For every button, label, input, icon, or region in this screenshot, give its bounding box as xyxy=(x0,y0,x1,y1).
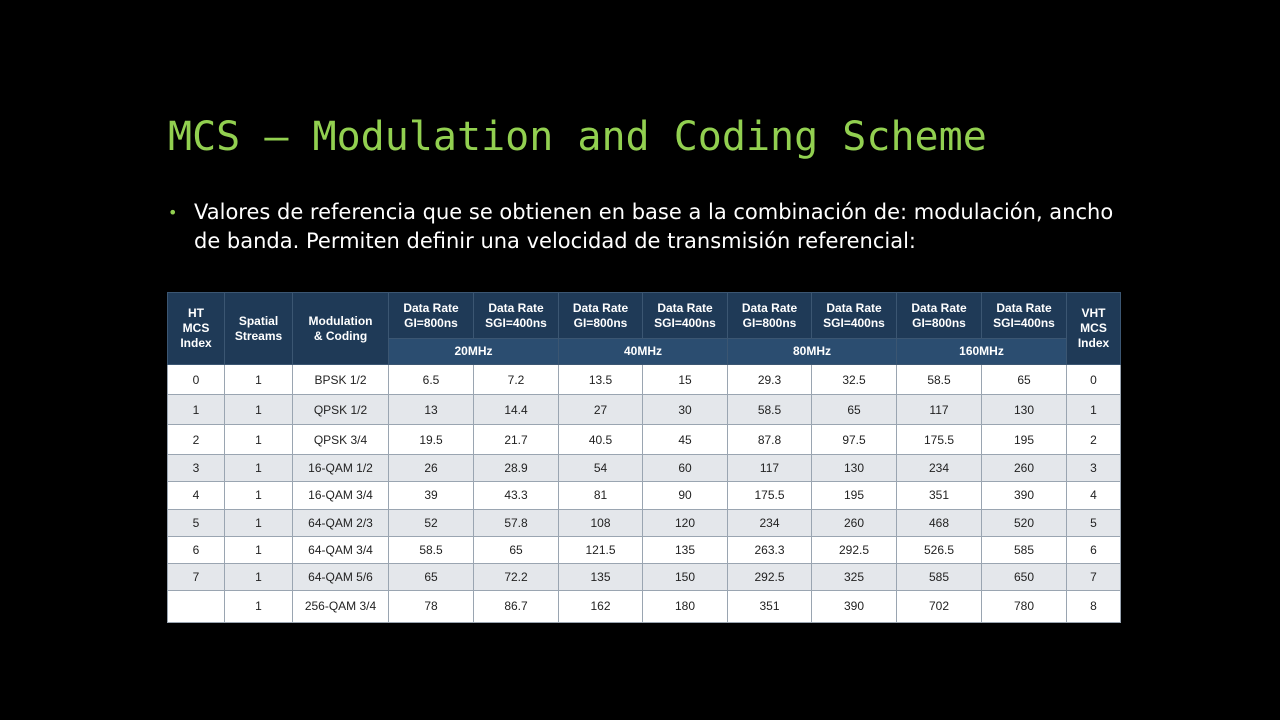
mcs-table xyxy=(167,292,1121,623)
cell-spatial-streams: 1 xyxy=(225,590,293,622)
cell-modulation: 64-QAM 2/3 xyxy=(293,509,389,536)
cell-rate-80-gi: 234 xyxy=(728,509,812,536)
cell-spatial-streams: 1 xyxy=(225,425,293,455)
cell-spatial-streams: 1 xyxy=(225,563,293,590)
cell-rate-160-sgi: 585 xyxy=(982,536,1067,563)
cell-rate-20-sgi: 28.9 xyxy=(474,455,559,482)
header-line: Index xyxy=(180,336,212,350)
header-line: GI=800ns xyxy=(912,315,966,330)
cell-ht-mcs-index: 4 xyxy=(168,482,225,509)
header-line: Data Rate xyxy=(826,300,882,315)
cell-rate-160-gi: 58.5 xyxy=(897,365,982,395)
cell-rate-40-sgi: 60 xyxy=(643,455,728,482)
table-header xyxy=(168,293,1121,365)
header-line: MCS xyxy=(182,321,210,335)
cell-rate-160-sgi: 780 xyxy=(982,590,1067,622)
header-line: GI=800ns xyxy=(742,315,797,330)
cell-rate-20-sgi: 72.2 xyxy=(474,563,559,590)
header-ht-mcs-index xyxy=(168,293,225,365)
cell-vht-mcs-index: 2 xyxy=(1067,425,1121,455)
header-line: VHT xyxy=(1081,306,1106,320)
table-row xyxy=(168,590,1121,622)
header-line: Data Rate xyxy=(911,300,967,315)
header-data-rate xyxy=(812,293,897,339)
cell-rate-40-gi: 27 xyxy=(559,395,643,425)
cell-rate-20-sgi: 65 xyxy=(474,536,559,563)
cell-modulation: 16-QAM 3/4 xyxy=(293,482,389,509)
slide-title: MCS – Modulation and Coding Scheme xyxy=(168,114,987,160)
cell-rate-20-sgi: 21.7 xyxy=(474,425,559,455)
cell-rate-20-gi: 52 xyxy=(389,509,474,536)
cell-rate-80-sgi: 130 xyxy=(812,455,897,482)
cell-rate-20-gi: 6.5 xyxy=(389,365,474,395)
cell-rate-20-gi: 19.5 xyxy=(389,425,474,455)
table-body xyxy=(168,365,1121,623)
cell-rate-80-sgi: 325 xyxy=(812,563,897,590)
cell-modulation: QPSK 3/4 xyxy=(293,425,389,455)
cell-ht-mcs-index: 5 xyxy=(168,509,225,536)
cell-rate-20-gi: 39 xyxy=(389,482,474,509)
header-line: SGI=400ns xyxy=(823,315,885,330)
header-line: Data Rate xyxy=(488,300,544,315)
table-row xyxy=(168,425,1121,455)
header-modulation-coding xyxy=(293,293,389,365)
cell-rate-40-sgi: 150 xyxy=(643,563,728,590)
cell-rate-40-sgi: 30 xyxy=(643,395,728,425)
cell-modulation: 16-QAM 1/2 xyxy=(293,455,389,482)
cell-ht-mcs-index: 6 xyxy=(168,536,225,563)
cell-rate-160-sgi: 390 xyxy=(982,482,1067,509)
cell-rate-40-sgi: 180 xyxy=(643,590,728,622)
cell-rate-80-sgi: 65 xyxy=(812,395,897,425)
cell-modulation: 256-QAM 3/4 xyxy=(293,590,389,622)
header-line: GI=800ns xyxy=(404,315,458,330)
cell-rate-160-gi: 702 xyxy=(897,590,982,622)
table-row xyxy=(168,509,1121,536)
cell-rate-20-gi: 26 xyxy=(389,455,474,482)
cell-spatial-streams: 1 xyxy=(225,395,293,425)
cell-rate-40-sgi: 15 xyxy=(643,365,728,395)
header-row-rates xyxy=(168,293,1121,339)
cell-rate-40-sgi: 90 xyxy=(643,482,728,509)
header-spatial-streams xyxy=(225,293,293,365)
cell-rate-80-gi: 117 xyxy=(728,455,812,482)
cell-rate-80-gi: 175.5 xyxy=(728,482,812,509)
header-band: 40MHz xyxy=(559,339,728,365)
cell-rate-20-sgi: 7.2 xyxy=(474,365,559,395)
bullet-item xyxy=(168,198,1128,256)
header-vht-mcs-index xyxy=(1067,293,1121,365)
cell-rate-40-sgi: 45 xyxy=(643,425,728,455)
cell-vht-mcs-index: 5 xyxy=(1067,509,1121,536)
header-line: HT xyxy=(188,306,204,320)
header-line: Data Rate xyxy=(996,300,1052,315)
cell-rate-80-sgi: 97.5 xyxy=(812,425,897,455)
cell-rate-80-sgi: 260 xyxy=(812,509,897,536)
cell-rate-20-gi: 13 xyxy=(389,395,474,425)
header-data-rate xyxy=(897,293,982,339)
cell-vht-mcs-index: 4 xyxy=(1067,482,1121,509)
cell-modulation: 64-QAM 5/6 xyxy=(293,563,389,590)
cell-spatial-streams: 1 xyxy=(225,455,293,482)
cell-rate-20-sgi: 86.7 xyxy=(474,590,559,622)
cell-rate-40-gi: 162 xyxy=(559,590,643,622)
header-line: Data Rate xyxy=(657,300,713,315)
header-line: SGI=400ns xyxy=(654,315,716,330)
cell-rate-160-gi: 468 xyxy=(897,509,982,536)
cell-rate-80-sgi: 390 xyxy=(812,590,897,622)
cell-spatial-streams: 1 xyxy=(225,482,293,509)
cell-rate-160-sgi: 195 xyxy=(982,425,1067,455)
table-row xyxy=(168,563,1121,590)
header-line: GI=800ns xyxy=(573,315,628,330)
header-data-rate xyxy=(389,293,474,339)
cell-modulation: BPSK 1/2 xyxy=(293,365,389,395)
cell-rate-40-gi: 13.5 xyxy=(559,365,643,395)
header-line: Spatial xyxy=(238,313,279,328)
cell-modulation: QPSK 1/2 xyxy=(293,395,389,425)
cell-rate-160-sgi: 260 xyxy=(982,455,1067,482)
header-line: & Coding xyxy=(313,328,368,343)
cell-rate-80-gi: 351 xyxy=(728,590,812,622)
cell-rate-160-gi: 351 xyxy=(897,482,982,509)
bullet-text: Valores de referencia que se obtienen en base a la combinación de: modulación, ancho de banda. Permiten definir una velocidad de transmisión referencial: xyxy=(194,200,1114,253)
header-line: Modulation xyxy=(308,313,373,328)
cell-vht-mcs-index: 3 xyxy=(1067,455,1121,482)
cell-rate-160-gi: 175.5 xyxy=(897,425,982,455)
cell-spatial-streams: 1 xyxy=(225,365,293,395)
header-line: SGI=400ns xyxy=(485,315,547,330)
cell-rate-40-gi: 108 xyxy=(559,509,643,536)
cell-rate-160-sgi: 650 xyxy=(982,563,1067,590)
cell-rate-20-sgi: 57.8 xyxy=(474,509,559,536)
cell-spatial-streams: 1 xyxy=(225,536,293,563)
header-line: Data Rate xyxy=(741,300,798,315)
cell-rate-80-gi: 263.3 xyxy=(728,536,812,563)
cell-rate-40-gi: 54 xyxy=(559,455,643,482)
cell-modulation: 64-QAM 3/4 xyxy=(293,536,389,563)
cell-vht-mcs-index: 6 xyxy=(1067,536,1121,563)
cell-rate-20-gi: 58.5 xyxy=(389,536,474,563)
cell-rate-80-sgi: 195 xyxy=(812,482,897,509)
cell-rate-80-gi: 58.5 xyxy=(728,395,812,425)
cell-rate-160-gi: 526.5 xyxy=(897,536,982,563)
cell-rate-40-gi: 40.5 xyxy=(559,425,643,455)
header-data-rate xyxy=(643,293,728,339)
cell-ht-mcs-index: 3 xyxy=(168,455,225,482)
cell-vht-mcs-index: 1 xyxy=(1067,395,1121,425)
cell-rate-80-sgi: 292.5 xyxy=(812,536,897,563)
cell-rate-20-gi: 78 xyxy=(389,590,474,622)
cell-rate-40-sgi: 135 xyxy=(643,536,728,563)
cell-rate-20-gi: 65 xyxy=(389,563,474,590)
table-row xyxy=(168,536,1121,563)
cell-ht-mcs-index: 1 xyxy=(168,395,225,425)
table-row xyxy=(168,395,1121,425)
header-line: Streams xyxy=(234,328,283,343)
cell-rate-80-gi: 29.3 xyxy=(728,365,812,395)
table-row xyxy=(168,455,1121,482)
table-row xyxy=(168,365,1121,395)
header-data-rate xyxy=(728,293,812,339)
cell-rate-40-sgi: 120 xyxy=(643,509,728,536)
cell-rate-40-gi: 81 xyxy=(559,482,643,509)
cell-spatial-streams: 1 xyxy=(225,509,293,536)
cell-ht-mcs-index: 0 xyxy=(168,365,225,395)
cell-rate-20-sgi: 14.4 xyxy=(474,395,559,425)
header-data-rate xyxy=(474,293,559,339)
header-line: Index xyxy=(1077,336,1110,350)
cell-ht-mcs-index: 2 xyxy=(168,425,225,455)
bullet-icon: • xyxy=(168,203,178,222)
cell-rate-80-sgi: 32.5 xyxy=(812,365,897,395)
header-line: MCS xyxy=(1080,321,1107,335)
cell-rate-160-gi: 585 xyxy=(897,563,982,590)
cell-rate-160-sgi: 130 xyxy=(982,395,1067,425)
header-line: SGI=400ns xyxy=(993,315,1055,330)
cell-rate-80-gi: 292.5 xyxy=(728,563,812,590)
cell-ht-mcs-index xyxy=(168,590,225,622)
cell-rate-40-gi: 121.5 xyxy=(559,536,643,563)
cell-rate-160-sgi: 520 xyxy=(982,509,1067,536)
cell-rate-160-sgi: 65 xyxy=(982,365,1067,395)
header-line: Data Rate xyxy=(572,300,629,315)
cell-rate-20-sgi: 43.3 xyxy=(474,482,559,509)
header-band: 20MHz xyxy=(389,339,559,365)
header-data-rate xyxy=(559,293,643,339)
cell-rate-160-gi: 234 xyxy=(897,455,982,482)
table-row xyxy=(168,482,1121,509)
cell-rate-80-gi: 87.8 xyxy=(728,425,812,455)
cell-rate-40-gi: 135 xyxy=(559,563,643,590)
cell-vht-mcs-index: 7 xyxy=(1067,563,1121,590)
cell-vht-mcs-index: 0 xyxy=(1067,365,1121,395)
header-line: Data Rate xyxy=(403,300,459,315)
header-band: 160MHz xyxy=(897,339,1067,365)
header-data-rate xyxy=(982,293,1067,339)
cell-rate-160-gi: 117 xyxy=(897,395,982,425)
cell-vht-mcs-index: 8 xyxy=(1067,590,1121,622)
cell-ht-mcs-index: 7 xyxy=(168,563,225,590)
header-band: 80MHz xyxy=(728,339,897,365)
